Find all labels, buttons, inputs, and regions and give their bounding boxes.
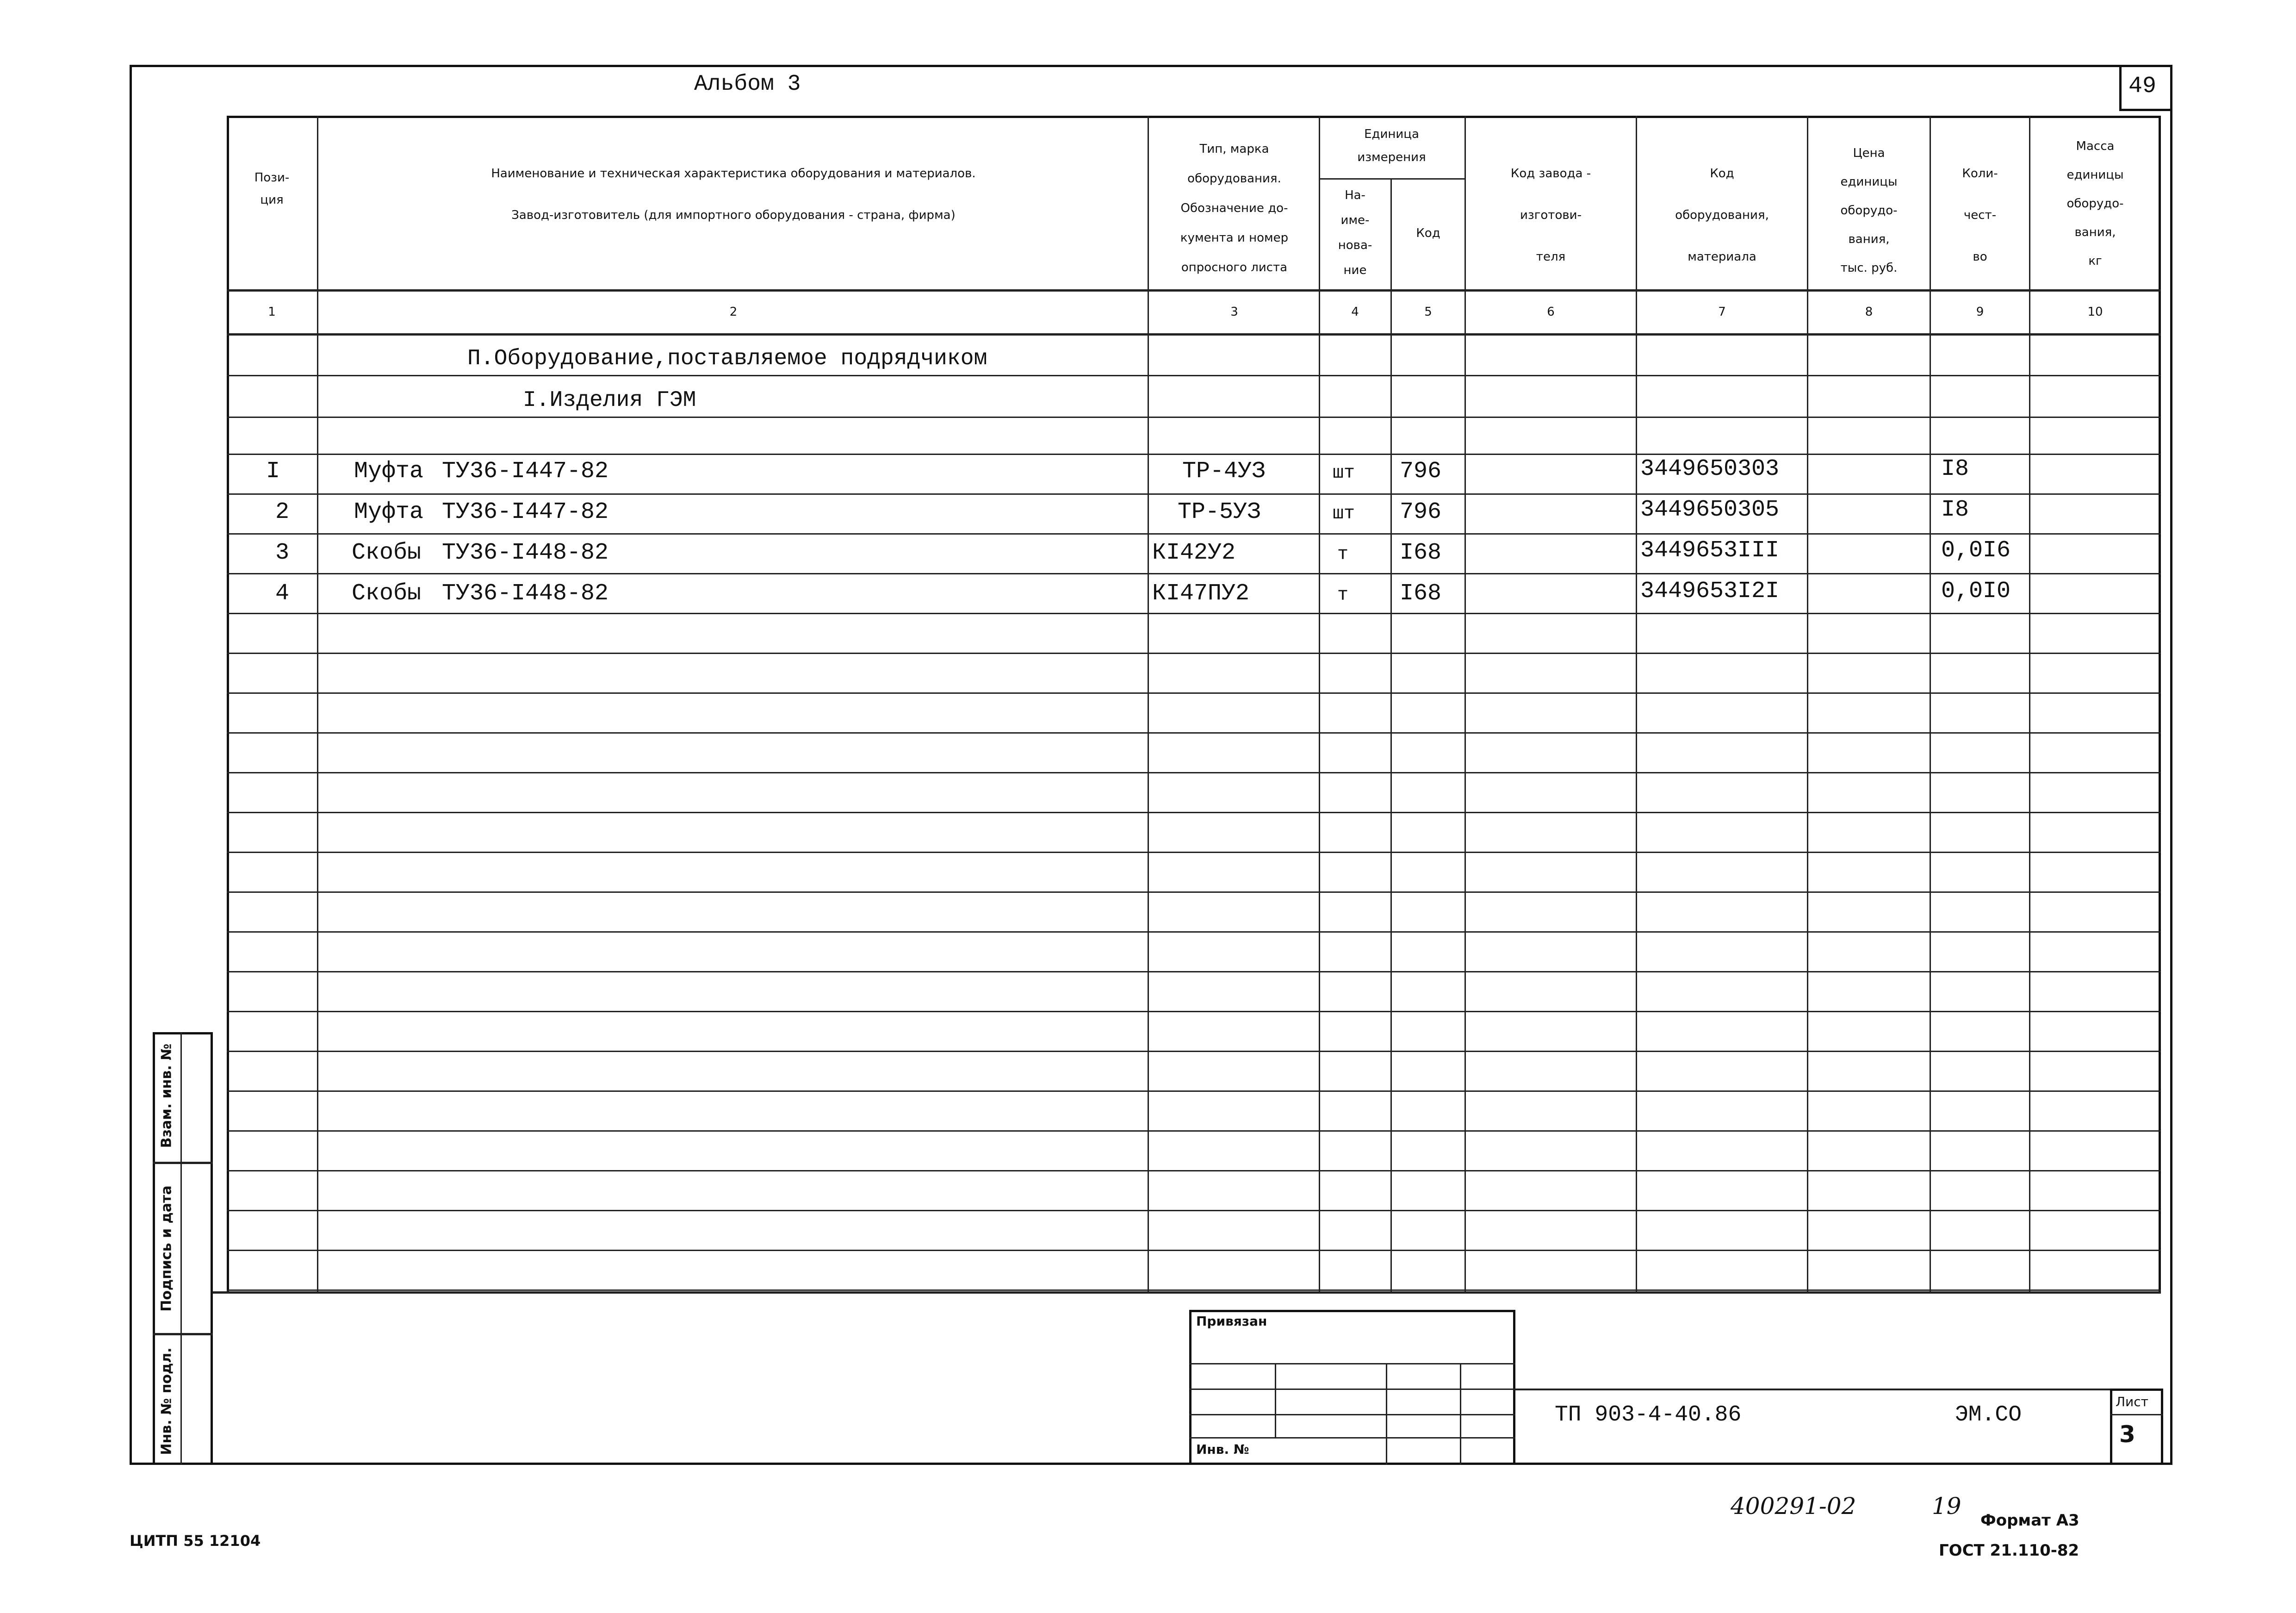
col-num-8: 8 — [1865, 305, 1873, 319]
col-num-5: 5 — [1424, 305, 1432, 319]
col-title-6: Код завода - изготови- теля — [1510, 167, 1591, 264]
row-qty: 0,0I6 — [1941, 537, 2011, 564]
footer-left-code: ЦИТП 55 12104 — [130, 1532, 261, 1550]
row-rule — [227, 812, 2161, 813]
row-pos: I — [266, 458, 280, 485]
row-rule — [227, 1090, 2161, 1092]
header-divider — [227, 289, 2161, 292]
col-line-8 — [1930, 116, 1931, 1294]
bound-row-4 — [1189, 1437, 1515, 1439]
row-spec: ТУ36-I447-82 — [442, 458, 609, 485]
row-rule — [227, 931, 2161, 933]
handwritten-page: 19 — [1932, 1493, 1961, 1520]
sheet-box-divider — [2110, 1414, 2163, 1415]
row-unit: шт — [1333, 504, 1355, 524]
row-rule — [227, 1051, 2161, 1052]
row-rule — [227, 1210, 2161, 1211]
doc-mark: ЭМ.СО — [1955, 1402, 2022, 1427]
bound-row-1 — [1189, 1363, 1515, 1364]
row-rule — [227, 493, 2161, 495]
col-title-4: На- име- нова- ние — [1338, 188, 1372, 277]
inv-label: Инв. № — [1196, 1442, 1249, 1457]
row-spec: ТУ36-I447-82 — [442, 499, 609, 525]
bound-row-3 — [1189, 1414, 1515, 1415]
col-title-1: Пози- ция — [254, 171, 290, 207]
bound-col-2 — [1386, 1363, 1387, 1465]
bound-col-1 — [1275, 1363, 1276, 1437]
col-line-4 — [1390, 178, 1392, 1294]
colnum-divider — [227, 333, 2161, 336]
side-strip-div-1 — [153, 1162, 213, 1164]
subsection-title: I.Изделия ГЭМ — [523, 388, 696, 413]
row-code: 3449653III — [1640, 537, 1780, 564]
row-code: 3449650303 — [1640, 456, 1780, 482]
row-rule — [227, 1011, 2161, 1012]
row-unit: т — [1337, 544, 1349, 565]
row-rule — [227, 1130, 2161, 1132]
col-line-6 — [1636, 116, 1637, 1294]
row-unit: т — [1337, 585, 1349, 606]
row-qty: I8 — [1941, 497, 1969, 523]
row-pos: 2 — [275, 499, 290, 525]
side-label-inv-original: Инв. № подл. — [158, 1347, 175, 1455]
col-line-5 — [1464, 116, 1466, 1294]
row-rule — [227, 971, 2161, 972]
col-line-3 — [1319, 116, 1320, 1294]
col-num-2: 2 — [729, 305, 738, 319]
col-title-2: Наименование и техническая характеристика оборудования и материалов. Завод-изготовитель (для импортного оборудования - страна, фирма) — [491, 167, 976, 222]
unit-group-title: Единица измерения — [1357, 127, 1426, 164]
row-code: 3449650305 — [1640, 497, 1780, 523]
spec-table — [227, 116, 2161, 1294]
page-corner-number: 49 — [2128, 73, 2157, 100]
row-rule — [227, 732, 2161, 734]
row-qty: I8 — [1941, 456, 1969, 482]
row-name: Скобы — [352, 580, 422, 607]
row-rule — [227, 533, 2161, 535]
row-type: ТР-5УЗ — [1178, 499, 1261, 525]
col-title-9: Коли- чест- во — [1962, 167, 1998, 264]
col-line-2 — [1148, 116, 1149, 1294]
handwritten-archive-no: 400291-02 — [1731, 1493, 1856, 1520]
row-rule — [227, 417, 2161, 418]
row-qty: 0,0I0 — [1941, 578, 2011, 604]
col-num-7: 7 — [1718, 305, 1726, 319]
col-line-1 — [317, 116, 318, 1294]
col-line-7 — [1807, 116, 1808, 1294]
col-num-6: 6 — [1547, 305, 1555, 319]
col-num-3: 3 — [1230, 305, 1238, 319]
row-pos: 3 — [275, 540, 290, 566]
col-title-5: Код — [1416, 226, 1440, 240]
row-rule — [227, 1170, 2161, 1171]
row-unit: шт — [1333, 463, 1355, 484]
col-title-3: Тип, марка оборудования. Обозначение до- кумента и номер опросного листа — [1180, 142, 1289, 274]
side-label-replace-inv: Взам. инв. № — [158, 1043, 175, 1148]
bound-col-3 — [1460, 1363, 1461, 1465]
col-num-10: 10 — [2087, 305, 2103, 319]
row-name: Муфта — [354, 458, 424, 485]
gost-label: ГОСТ 21.110-82 — [1939, 1541, 2079, 1560]
bound-row-2 — [1189, 1389, 1515, 1390]
col-title-10: Масса единицы оборудо- вания, кг — [2066, 139, 2124, 268]
row-unit-code: 796 — [1400, 458, 1442, 485]
row-rule — [227, 454, 2161, 455]
row-rule — [227, 375, 2161, 376]
row-unit-code: I68 — [1400, 540, 1442, 566]
section-title: П.Оборудование,поставляемое подрядчиком — [467, 346, 987, 371]
side-strip-inner — [180, 1032, 182, 1465]
row-spec: ТУ36-I448-82 — [442, 580, 609, 607]
sheet-number: 3 — [2119, 1421, 2135, 1448]
table-bottom-divider — [213, 1291, 2161, 1294]
format-label: Формат А3 — [1980, 1511, 2079, 1530]
row-rule — [227, 573, 2161, 574]
col-num-1: 1 — [268, 305, 276, 319]
row-rule — [227, 613, 2161, 614]
col-num-4: 4 — [1351, 305, 1359, 319]
sheet-label: Лист — [2116, 1394, 2148, 1409]
row-rule — [227, 1250, 2161, 1251]
row-unit-code: 796 — [1400, 499, 1442, 525]
col-title-8: Цена единицы оборудо- вания, тыс. руб. — [1840, 146, 1898, 275]
row-type: КI42У2 — [1152, 540, 1236, 566]
title-block-top — [1515, 1389, 2161, 1390]
row-rule — [227, 692, 2161, 694]
row-name: Скобы — [352, 540, 422, 566]
col-line-9 — [2029, 116, 2030, 1294]
row-spec: ТУ36-I448-82 — [442, 540, 609, 566]
row-rule — [227, 852, 2161, 853]
side-label-signature-date: Подпись и дата — [158, 1185, 175, 1312]
col-title-7: Код оборудования, материала — [1675, 167, 1769, 264]
row-rule — [227, 653, 2161, 654]
row-name: Муфта — [354, 499, 424, 525]
row-rule — [227, 1289, 2161, 1291]
doc-code: ТП 903-4-40.86 — [1555, 1402, 1742, 1427]
bound-label: Привязан — [1196, 1314, 1267, 1329]
row-type: КI47ПУ2 — [1152, 580, 1250, 607]
album-title: Альбом 3 — [694, 72, 801, 97]
col-num-9: 9 — [1976, 305, 1984, 319]
row-pos: 4 — [275, 580, 290, 607]
row-unit-code: I68 — [1400, 580, 1442, 607]
row-rule — [227, 772, 2161, 773]
row-code: 3449653I2I — [1640, 578, 1780, 604]
row-type: ТР-4УЗ — [1182, 458, 1266, 485]
row-rule — [227, 891, 2161, 893]
